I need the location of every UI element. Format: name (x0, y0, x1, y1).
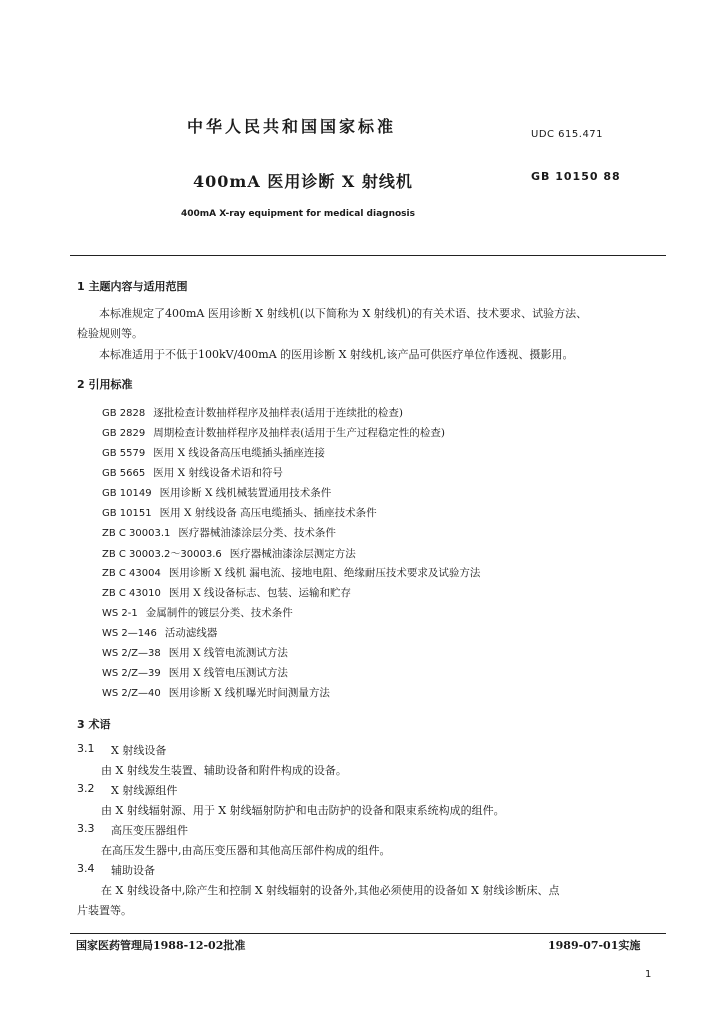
standard-name: 中华人民共和国国家标准 (187, 117, 397, 136)
reference-title: 医用诊断 X 线机曝光时间测量方法 (168, 687, 330, 699)
reference-title: 金属制件的镀层分类、技术条件 (145, 607, 293, 619)
reference-code: ZB C 43010 (102, 588, 161, 599)
reference-item (102, 585, 351, 600)
term-name: X 射线设备 (111, 744, 167, 757)
section-1-para-2: 本标准适用于不低于100kV/400mA 的医用诊断 X 射线机,该产品可供医疗单位作透视、摄影用。 (99, 348, 574, 361)
reference-title: 医用 X 线管电压测试方法 (168, 667, 288, 679)
reference-title: 医用 X 线设备标志、包装、运输和贮存 (168, 587, 352, 599)
reference-code: GB 10151 (102, 508, 152, 519)
reference-code: GB 5579 (102, 448, 146, 459)
gb-code: GB 10150 88 (531, 170, 621, 183)
reference-item (102, 685, 330, 700)
term-number: 3.4 (77, 862, 95, 875)
reference-code: WS 2/Z—38 (102, 648, 161, 659)
reference-title: 医用 X 射线设备术语和符号 (153, 467, 283, 479)
approval-line: 国家医药管理局1988-12-02批准 (76, 939, 246, 952)
reference-item (102, 605, 293, 620)
reference-item (102, 405, 403, 420)
reference-code: GB 10149 (102, 488, 152, 499)
reference-item (102, 465, 283, 480)
reference-code: GB 2828 (102, 408, 146, 419)
reference-title: 医用 X 线管电流测试方法 (168, 647, 288, 659)
header-divider (70, 255, 666, 256)
reference-code: WS 2/Z—40 (102, 688, 161, 699)
reference-item (102, 645, 288, 660)
reference-item (102, 545, 356, 561)
reference-title: 医疗器械油漆涂层测定方法 (229, 548, 356, 560)
term-name: X 射线源组件 (111, 784, 178, 797)
section-1-para-1-line-2: 检验规则等。 (77, 327, 143, 340)
term-number: 3.1 (77, 742, 95, 755)
reference-title: 活动滤线器 (164, 627, 218, 639)
footer-divider (70, 933, 666, 934)
effective-date: 1989-07-01实施 (548, 939, 641, 952)
page-number: 1 (645, 969, 652, 980)
reference-title: 医用诊断 X 线机 漏电流、接地电阻、绝缘耐压技术要求及试验方法 (168, 567, 481, 579)
term-name: 高压变压器组件 (111, 824, 188, 837)
reference-item (102, 625, 217, 640)
reference-code: ZB C 43004 (102, 568, 161, 579)
reference-item (102, 665, 288, 680)
reference-title: 周期检查计数抽样程序及抽样表(适用于生产过程稳定性的检查) (153, 427, 445, 439)
reference-title: 医用 X 线设备高压电缆插头插座连接 (153, 447, 325, 459)
udc-code: UDC 615.471 (531, 129, 604, 140)
section-3-heading: 3 术语 (77, 718, 111, 731)
reference-code: WS 2/Z—39 (102, 668, 161, 679)
reference-item (102, 505, 377, 520)
reference-code: WS 2—146 (102, 628, 157, 639)
term-number: 3.2 (77, 782, 95, 795)
reference-code: ZB C 30003.1 (102, 528, 171, 539)
reference-code: WS 2-1 (102, 608, 138, 619)
reference-item (102, 525, 336, 540)
reference-item (102, 565, 480, 580)
section-2-heading: 2 引用标准 (77, 378, 133, 391)
term-definition: 在 X 射线设备中,除产生和控制 X 射线辐射的设备外,其他必须使用的设备如 X 射线诊断床、点 (101, 884, 560, 897)
reference-item (102, 445, 325, 460)
reference-code: GB 5665 (102, 468, 146, 479)
term-number: 3.3 (77, 822, 95, 835)
reference-title: 医用诊断 X 线机械装置通用技术条件 (159, 487, 332, 499)
reference-title: 逐批检查计数抽样程序及抽样表(适用于连续批的检查) (153, 407, 403, 419)
section-1-heading: 1 主题内容与适用范围 (77, 280, 188, 293)
reference-item (102, 425, 445, 440)
term-definition: 在高压发生器中,由高压变压器和其他高压部件构成的组件。 (101, 844, 391, 857)
english-title: 400mA X-ray equipment for medical diagnosis (181, 209, 415, 219)
term-definition-continued: 片装置等。 (77, 904, 132, 917)
reference-title: 医用 X 射线设备 高压电缆插头、插座技术条件 (159, 507, 377, 519)
reference-item (102, 485, 331, 500)
term-name: 辅助设备 (111, 864, 155, 877)
reference-title: 医疗器械油漆涂层分类、技术条件 (178, 527, 336, 539)
reference-code: GB 2829 (102, 428, 146, 439)
term-definition: 由 X 射线辐射源、用于 X 射线辐射防护和电击防护的设备和限束系统构成的组件。 (101, 804, 505, 817)
document-title: 400mA 医用诊断 X 射线机 (193, 172, 413, 191)
term-definition: 由 X 射线发生装置、辅助设备和附件构成的设备。 (101, 764, 347, 777)
reference-code: ZB C 30003.2～30003.6 (102, 549, 222, 560)
section-1-para-1-line-1: 本标准规定了400mA 医用诊断 X 射线机(以下简称为 X 射线机)的有关术语、技术要求、试验方法、 (99, 307, 588, 320)
